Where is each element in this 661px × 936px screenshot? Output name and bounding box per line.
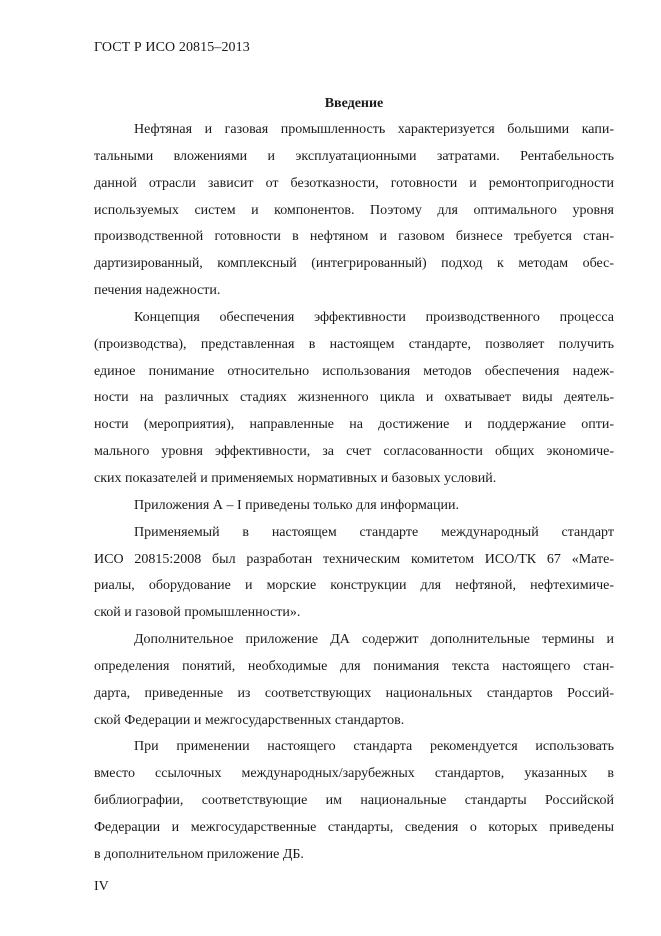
body-text	[94, 117, 614, 869]
text-line: ской и газовой промышленности».	[94, 605, 301, 621]
text-line: библиографии, соответствующие им национальные стандарты Российской	[94, 793, 614, 809]
text-line: данной отрасли зависит от безотказности, готовности и ремонтопригодности	[94, 175, 614, 191]
text-line: вместо ссылочных международных/зарубежных стандартов, указанных в	[94, 766, 614, 782]
text-line: ИСО 20815:2008 был разработан техническим комитетом ИСО/ТК 67 «Мате-	[94, 551, 614, 567]
text-line: Приложения А – I приведены только для информации.	[134, 497, 459, 513]
text-line: тальными вложениями и эксплуатационными затратами. Рентабельность	[94, 148, 614, 164]
text-line: дарта, приведенные из соответствующих национальных стандартов Россий-	[94, 685, 614, 701]
text-line: дартизированный, комплексный (интегрированный) подход к методам обес-	[94, 256, 614, 272]
text-line: Нефтяная и газовая промышленность характеризуется большими капи-	[134, 122, 614, 137]
text-line: в дополнительном приложение ДБ.	[94, 846, 304, 862]
text-line: риалы, оборудование и морские конструкции для нефтяной, нефтехимиче-	[94, 578, 614, 594]
text-line: (производства), представленная в настоящем стандарте, позволяет получить	[94, 336, 614, 352]
text-line: ских показателей и применяемых нормативных и базовых условий.	[94, 470, 497, 486]
text-line: печения надежности.	[94, 283, 221, 299]
text-line: мального уровня эффективности, за счет согласованности общих экономиче-	[94, 444, 614, 460]
text-line: Дополнительное приложение ДА содержит дополнительные термины и	[134, 632, 614, 648]
text-line: Концепция обеспечения эффективности производственного процесса	[134, 309, 614, 325]
text-line: ности на различных стадиях жизненного цикла и охватывает виды деятель-	[94, 390, 614, 406]
text-line: ской Федерации и межгосударственных стандартов.	[94, 712, 405, 728]
text-line: определения понятий, необходимые для понимания текста настоящего стан-	[94, 658, 614, 674]
text-line: При применении настоящего стандарта рекомендуется использовать	[134, 739, 614, 755]
text-line: единое понимание относительно использования методов обеспечения надеж-	[94, 363, 614, 379]
section-title: Введение	[324, 96, 384, 111]
text-line: используемых систем и компонентов. Поэтому для оптимального уровня	[94, 202, 614, 218]
text-line: производственной готовности в нефтяном и газовом бизнесе требуется стан-	[94, 229, 614, 245]
page-number: IV	[94, 879, 109, 894]
text-line: Применяемый в настоящем стандарте международный стандарт	[134, 524, 614, 540]
text-line: Федерации и межгосударственные стандарты, сведения о которых приведены	[94, 819, 614, 835]
document-header: ГОСТ Р ИСО 20815–2013	[94, 40, 250, 55]
text-line: ности (мероприятия), направленные на достижение и поддержание опти-	[94, 417, 614, 433]
